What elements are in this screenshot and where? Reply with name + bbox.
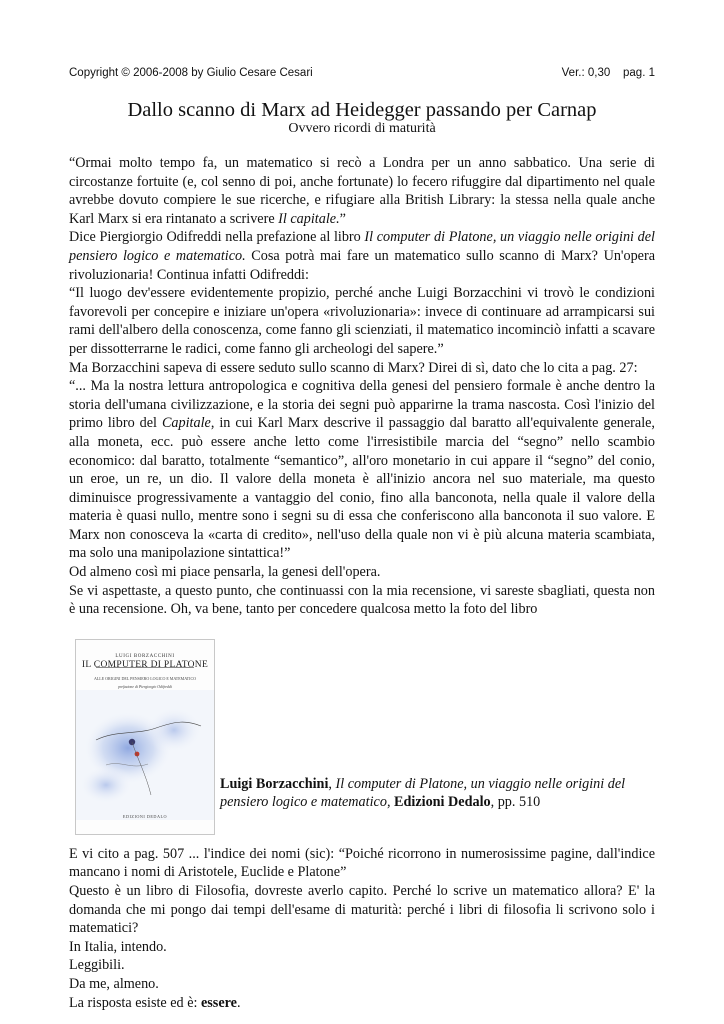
document-title: Dallo scanno di Marx ad Heidegger passando per Carnap [127, 99, 597, 121]
document-subtitle: Ovvero ricordi di maturità [288, 121, 436, 136]
book-cover-image [75, 639, 215, 835]
book-figure [69, 639, 655, 845]
line-in-italia: In Italia, intendo. [69, 938, 167, 955]
cover-preface: prefazione di Piergiorgio Odifreddi [118, 684, 172, 689]
cover-title: IL COMPUTER DI PLATONE [81, 659, 209, 670]
cover-author: LUIGI BORZACCHINI [115, 653, 175, 659]
cover-rule [96, 667, 194, 668]
line-da-me: Da me, almeno. [69, 976, 159, 992]
caption-title: Il computer di Platone, un viaggio nelle origini del pensiero logico e matematico [220, 775, 626, 811]
cover-publisher: EDIZIONI DEDALO [122, 814, 168, 820]
line-leggibili: Leggibili. [69, 957, 125, 974]
line-risposta: La risposta esiste ed è: essere. [69, 994, 241, 1011]
paragraph-not-a-review: Se vi aspettaste, a questo punto, che continuassi con la mia recensione, vi sareste sbagliati, questa non è una recensione. Oh, va bene, tanto per concedere qualcosa metto la foto del libro [69, 582, 655, 618]
closing-section [69, 845, 655, 1012]
caption-publisher: Edizioni Dedalo [394, 794, 491, 811]
paragraph-borzacchini-question: Ma Borzacchini sapeva di essere seduto sullo scanno di Marx? Direi di sì, dato che lo cita a pag. 27: [69, 359, 638, 376]
cover-subtitle: ALLE ORIGINI DEL PENSIERO LOGICO E MATEMATICO [93, 675, 197, 681]
document-body [69, 154, 655, 1012]
caption-author: Luigi Borzacchini [220, 775, 329, 792]
cover-artwork [76, 690, 214, 820]
paragraph-genesis: Od almeno così mi piace pensarla, la genesi dell'opera. [69, 564, 381, 581]
paragraph-preface-intro: Dice Piergiorgio Odifreddi nella prefazione al libro Il computer di Platone, un viaggio nelle origini del pensiero logico e matematico. Cosa potrà mai fare un matematico sullo scanno di Marx? Un'opera rivoluzionaria! Continua infatti Odifreddi: [69, 229, 655, 283]
paragraph-odifreddi-quote: “Ormai molto tempo fa, un matematico si recò a Londra per un anno sabbatico. Una serie di circostanze fortuite (e, col senno di poi, anche fortunate) lo fecero rifuggire dal dipartimento nel quale avrebbe dovuto compiere le sue ricerche, e rifugiare alla British Library: la stessa nella quale anche Karl Marx si era rintanato a scrivere Il capitale.” [69, 155, 655, 227]
paragraph-odifreddi-continued: “Il luogo dev'essere evidentemente propizio, perché anche Luigi Borzacchini vi trovò le condizioni favorevoli per concepire e iniziare un'opera «rivoluzionaria»: invece di continuare ad arrampicarsi sui rami dell'albero della conoscenza, come fanno gli scienziati, il matematico incominciò infatti a scavare per dissotterrarne le radici, come fanno gli archeologi del sapere.” [69, 285, 655, 357]
copyright-notice: Copyright © 2006-2008 by Giulio Cesare Cesari [69, 67, 313, 79]
book-caption: Luigi Borzacchini, Il computer di Platone, un viaggio nelle origini del pensiero logico e matematico, Edizioni Dedalo, pp. 510 [220, 775, 626, 811]
paragraph-index-quote: E vi cito a pag. 507 ... l'indice dei nomi (sic): “Poiché ricorrono in numerosissime pagine, dall'indice mancano i nomi di Aristotele, Euclide e Platone” [69, 845, 655, 881]
paragraph-philosophy-question: Questo è un libro di Filosofia, dovreste averlo capito. Perché lo scrive un matematico allora? E' la domanda che mi pongo dai tempi dell'esame di maturità: perché i libri di filosofia li scrivono solo i matematici? [69, 883, 655, 937]
caption-pages: , pp. 510 [490, 794, 541, 811]
version-page-number: Ver.: 0,30 pag. 1 [561, 67, 655, 79]
paragraph-borzacchini-quote: “... Ma la nostra lettura antropologica e cognitiva della genesi del pensiero formale è anche dentro la storia dell'umana civilizzazione, e la storia dei segni può apparirne la trama nascosta. Così l'inizio del primo libro del Capitale, in cui Karl Marx descrive il passaggio dal baratto all'equivalente generale, alla moneta, ecc. può essere anche letto come l'irresistibile marcia del “segno” nello scambio economico: dal baratto, totalmente “semantico”, all'oro monetario in cui appare il “segno” del conio, un eroe, un re, un dio. Il valore della moneta è all'inizio ancora nel suo materiale, ma questo diminuisce progressivamente a vantaggio del conio, fino alla banconota, nella quale il valore della materia è quasi nullo, mentre sono i segni su di essa che conferiscono alla banconota il suo valore. E Marx non conosceva la «carta di credito», nell'uso della quale non vi è più alcuna materia scambiata, ma solo una manipolazione sintattica!” [69, 378, 655, 562]
